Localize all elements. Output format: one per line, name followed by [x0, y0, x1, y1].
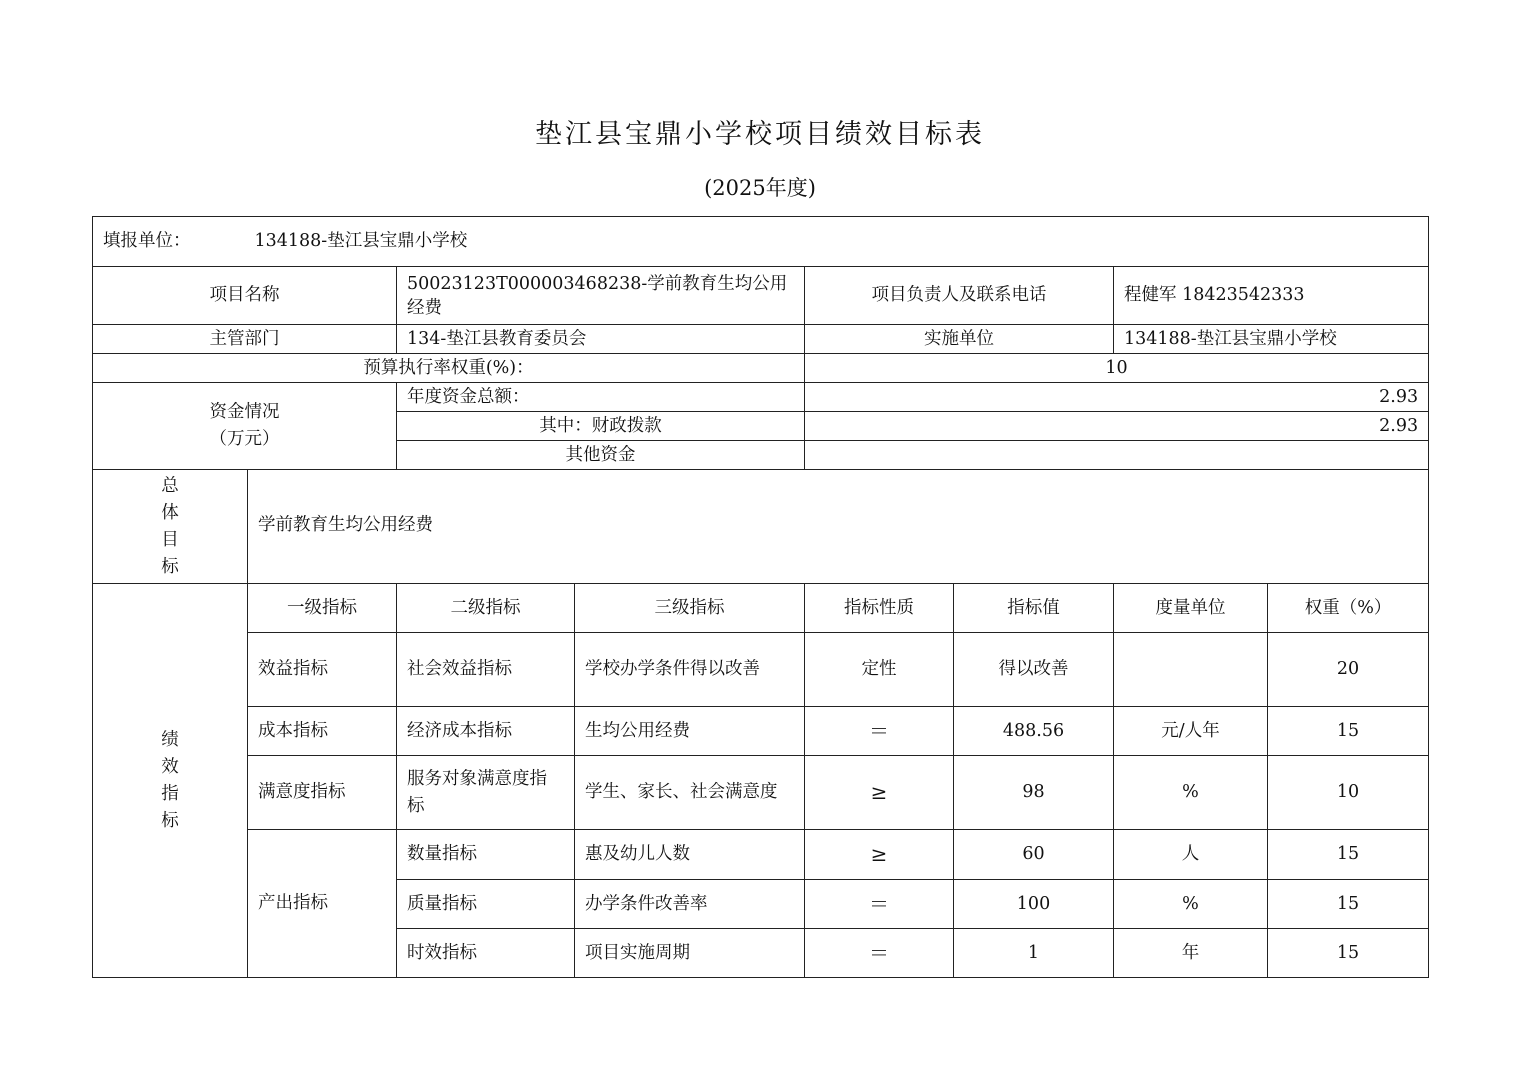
budget-weight-value: 10 [805, 354, 1429, 383]
cell-level3: 项目实施周期 [575, 929, 805, 978]
funding-fiscal-label: 其中：财政拨款 [397, 412, 805, 441]
funding-label [93, 383, 397, 470]
reporting-unit-row [93, 217, 1429, 267]
cell-unit [1114, 633, 1268, 707]
table-row [93, 756, 1429, 830]
table-row [93, 830, 1429, 880]
cell-weight: 10 [1268, 756, 1429, 830]
cell-level3: 学生、家长、社会满意度 [575, 756, 805, 830]
cell-nature: 定性 [805, 633, 954, 707]
header-level3: 三级指标 [575, 584, 805, 633]
cell-level2: 服务对象满意度指标 [397, 756, 575, 830]
department-row [93, 325, 1429, 354]
cell-weight: 15 [1268, 929, 1429, 978]
cell-weight: 15 [1268, 880, 1429, 929]
cell-level1: 满意度指标 [248, 756, 397, 830]
cell-weight: 20 [1268, 633, 1429, 707]
cell-value: 1 [954, 929, 1114, 978]
table-row [93, 707, 1429, 756]
overall-goal-char: 目 [161, 529, 179, 550]
overall-goal-char: 标 [161, 556, 179, 577]
overall-goal-text: 学前教育生均公用经费 [248, 470, 1429, 584]
indicators-char: 指 [161, 783, 179, 804]
page-subtitle: (2025年度) [704, 176, 816, 200]
cell-level1: 产出指标 [248, 830, 397, 978]
reporting-unit-label: 填报单位： [103, 231, 191, 251]
department-value: 134-垫江县教育委员会 [397, 325, 805, 354]
budget-weight-label: 预算执行率权重(%)： [93, 354, 805, 383]
cell-level3: 办学条件改善率 [575, 880, 805, 929]
page-title: 垫江县宝鼎小学校项目绩效目标表 [535, 119, 985, 150]
cell-nature: ＝ [805, 929, 954, 978]
implementing-unit-label: 实施单位 [805, 325, 1114, 354]
overall-goal-char: 总 [161, 475, 179, 496]
cell-value: 100 [954, 880, 1114, 929]
cell-nature: ＝ [805, 880, 954, 929]
indicators-label [93, 584, 248, 978]
cell-unit: % [1114, 880, 1268, 929]
cell-weight: 15 [1268, 830, 1429, 880]
project-name-row [93, 267, 1429, 325]
cell-level1: 成本指标 [248, 707, 397, 756]
cell-value: 得以改善 [954, 633, 1114, 707]
header-nature: 指标性质 [805, 584, 954, 633]
cell-unit: 元/人年 [1114, 707, 1268, 756]
cell-nature: ＝ [805, 707, 954, 756]
funding-total-label: 年度资金总额： [397, 383, 805, 412]
cell-nature: ≥ [805, 830, 954, 880]
funding-total-row [93, 383, 1429, 412]
indicators-char: 绩 [161, 729, 179, 750]
cell-value: 60 [954, 830, 1114, 880]
cell-level1: 效益指标 [248, 633, 397, 707]
overall-goal-row [93, 470, 1429, 584]
implementing-unit-value: 134188-垫江县宝鼎小学校 [1114, 325, 1429, 354]
project-contact-value: 程健军 18423542333 [1114, 267, 1429, 325]
overall-goal-label [93, 470, 248, 584]
indicators-char: 标 [161, 810, 179, 831]
cell-level2: 质量指标 [397, 880, 575, 929]
cell-level2: 经济成本指标 [397, 707, 575, 756]
cell-level3: 学校办学条件得以改善 [575, 633, 805, 707]
cell-level2: 数量指标 [397, 830, 575, 880]
cell-level3: 惠及幼儿人数 [575, 830, 805, 880]
funding-other-label: 其他资金 [397, 441, 805, 470]
cell-value: 98 [954, 756, 1114, 830]
performance-target-table [92, 216, 1429, 978]
project-name-value: 50023123T000003468238-学前教育生均公用经费 [397, 267, 805, 325]
project-contact-label: 项目负责人及联系电话 [805, 267, 1114, 325]
header-level2: 二级指标 [397, 584, 575, 633]
cell-level2: 社会效益指标 [397, 633, 575, 707]
header-level1: 一级指标 [248, 584, 397, 633]
header-weight: 权重（%） [1268, 584, 1429, 633]
indicator-header-row [93, 584, 1429, 633]
funding-label-line2: （万元） [209, 429, 280, 449]
reporting-unit-value: 134188-垫江县宝鼎小学校 [254, 231, 468, 251]
department-label: 主管部门 [93, 325, 397, 354]
cell-unit: % [1114, 756, 1268, 830]
funding-total-value: 2.93 [805, 383, 1429, 412]
funding-fiscal-value: 2.93 [805, 412, 1429, 441]
table-row [93, 633, 1429, 707]
indicators-char: 效 [161, 756, 179, 777]
funding-other-value [805, 441, 1429, 470]
reporting-unit-cell [93, 217, 1429, 267]
cell-weight: 15 [1268, 707, 1429, 756]
cell-level3: 生均公用经费 [575, 707, 805, 756]
cell-nature: ≥ [805, 756, 954, 830]
project-name-label: 项目名称 [93, 267, 397, 325]
header-unit: 度量单位 [1114, 584, 1268, 633]
cell-level2: 时效指标 [397, 929, 575, 978]
cell-unit: 年 [1114, 929, 1268, 978]
overall-goal-char: 体 [161, 502, 179, 523]
funding-label-line1: 资金情况 [209, 402, 280, 422]
cell-unit: 人 [1114, 830, 1268, 880]
cell-value: 488.56 [954, 707, 1114, 756]
budget-weight-row [93, 354, 1429, 383]
header-value: 指标值 [954, 584, 1114, 633]
